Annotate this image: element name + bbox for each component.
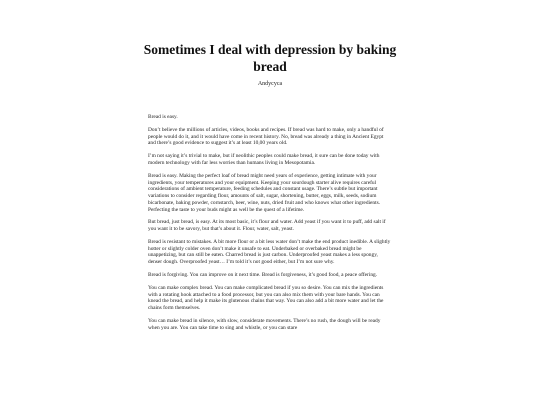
paragraph: But bread, just bread, is easy. At its most basic, it’s flour and water. Add yeast if you want it to puff, add salt if you want it to be savory, but that’s about it. Flour, water, salt, yeast.: [148, 219, 386, 233]
article-author: Andycyca: [257, 81, 283, 87]
paragraph: Bread is resistant to mistakes. A bit more flour or a bit less water don’t make the end product inedible. A slightly hotter or slightly colder oven don’t make it unsafe to eat. Underbaked or overbaked bread might be unappetizing, but can still be eaten. Charred bread is just carbon. Underproofed yeast makes a less spongy, denser dough. Overproofed yeast… I’m told it’s not good either, but I’m not sure why.: [148, 238, 391, 266]
paragraph: Bread is forgiving. You can improve on it next time. Bread is forgiveness, it’s good food, a peace offering.: [148, 272, 378, 279]
paragraph: Bread is easy. Making the perfect loaf of bread might need years of experience, getting intimate with your ingredients, your temperatures and your equipment. Keeping your sourdough starter alive requires careful considerations of ambient temperature, feeding schedules and constant usage. There’s subtle but important variations to consider regarding flour, amounts of salt, sugar, shortening, butter, eggs, milk, seeds, sodium bicarbonate, baking powder, cornstarch, beer, wine, nuts, dried fruit and who knows what other ingredients. Perfecting the taste to your buds might as well be the quest of a lifetime.: [148, 172, 381, 213]
paragraph: Bread is easy.: [148, 114, 178, 120]
paragraph: Don’t believe the millions of articles, videos, books and recipes. If bread was hard to make, only a handful of people would do it, and it would have come in recent history. No, bread was already a thing in Ancient Egypt and there’s good evidence to suggest it’s at least 10,00 years old.: [148, 126, 384, 147]
paragraph: You can make complex bread. You can make complicated bread if you so desire. You can mix the ingredients with a rotating hook attached to a food processor, but you can also mix them with your bare hands. You can knead the bread, and help it make its glutenous chains that way. You can also add a bit more water and let the chains form themselves.: [148, 284, 384, 312]
article-title: Sometimes I deal with depression by baking bread: [143, 42, 397, 74]
paragraph: I’m not saying it’s trivial to make, but if neolithic peoples could make bread, it sure can be done today with modern technology with far less worries than humans living in Mesopotamia.: [148, 153, 380, 166]
article-body: [148, 114, 392, 338]
paragraph: You can make bread in silence, with slow, considerate movements. There’s no rush, the dough will be ready when you are. You can take time to sing and whistle, or you can stare: [148, 318, 381, 331]
